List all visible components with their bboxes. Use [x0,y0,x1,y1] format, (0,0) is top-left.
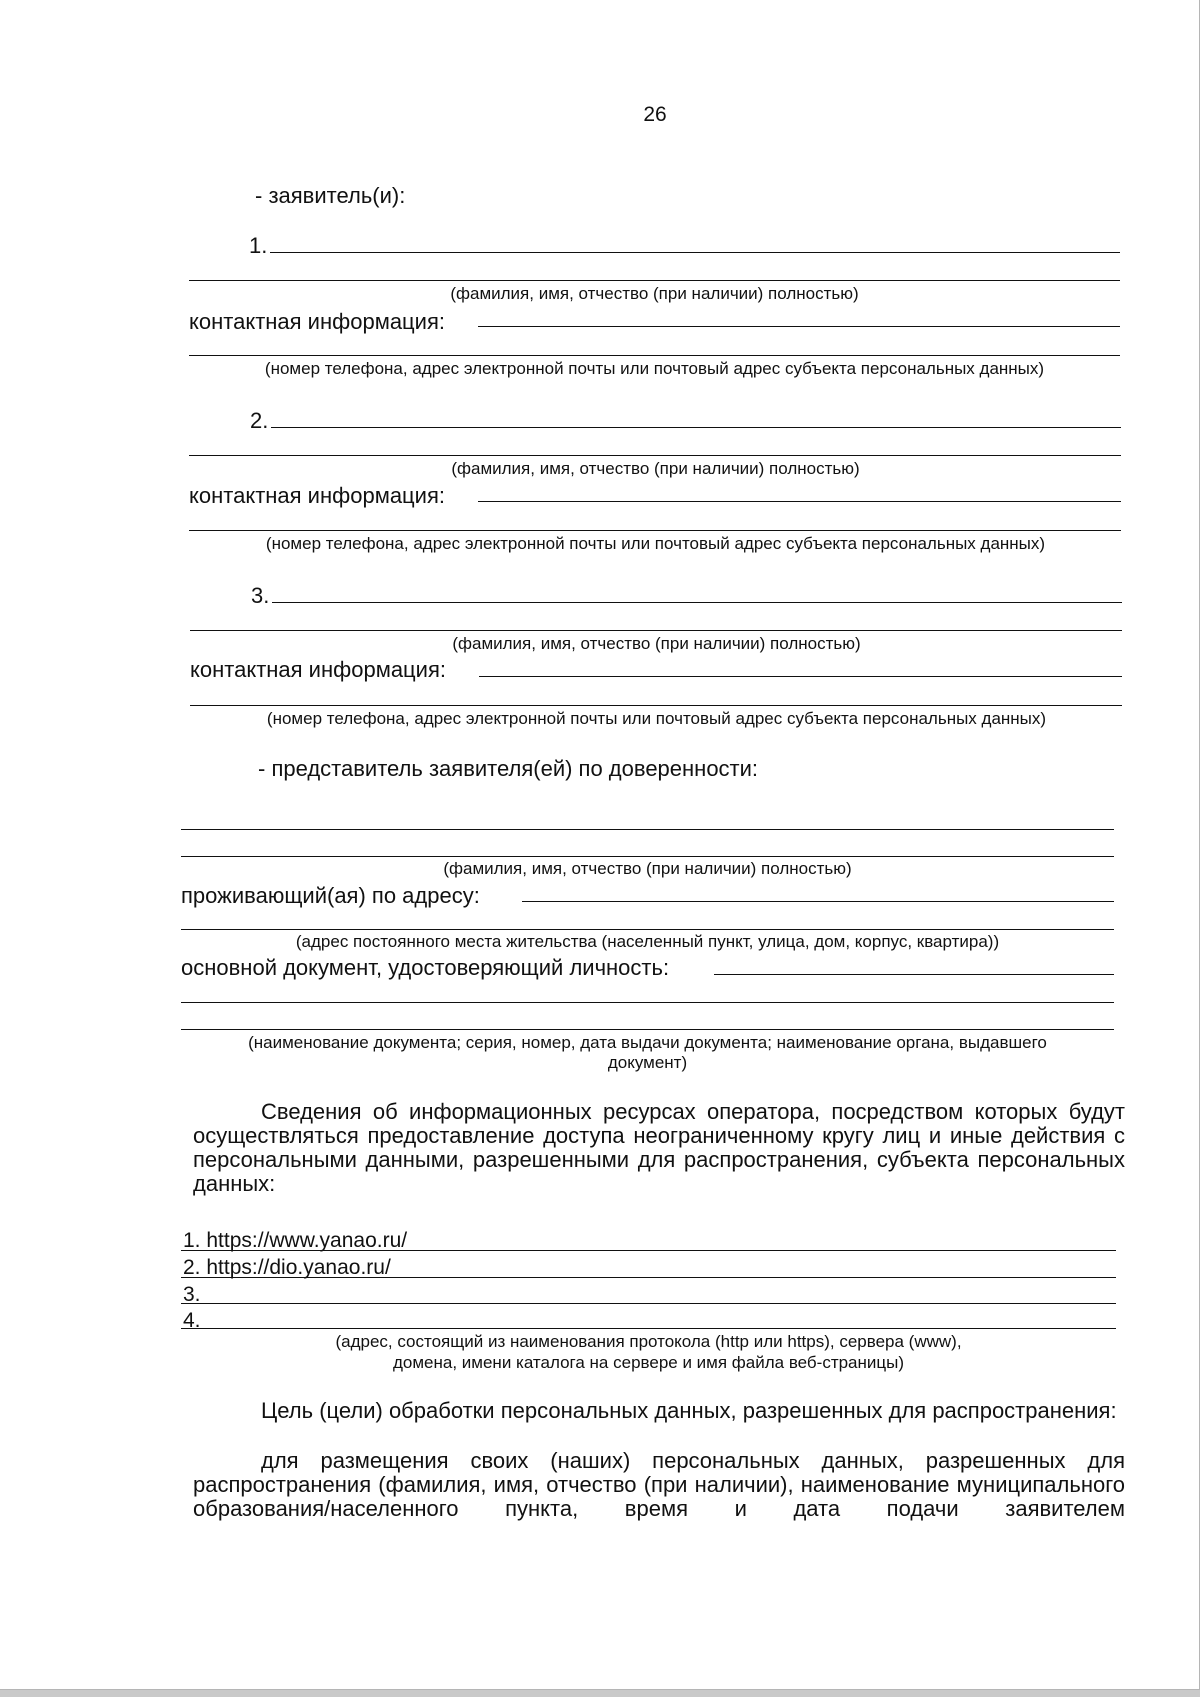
purpose-paragraph: для размещения своих (наших) персональных данных, разрешенных для распространения (фамилия, имя, отчество (при наличии), наименование муниципального образования/населенного пункта, время и дата подачи заявителем [193,1448,1125,1521]
applicant-2-contact-line[interactable] [478,501,1121,502]
representative-document-label: основной документ, удостоверяющий личность: [181,955,670,980]
applicant-1-contact-label: контактная информация: [189,309,445,334]
applicant-1-name-line-2[interactable] [189,280,1120,281]
resources-caption-cont: домена, имени каталога на сервере и имя файла веб-страницы) [392,1353,905,1372]
applicant-1-contact-line[interactable] [478,326,1120,327]
applicant-3-contact-line[interactable] [479,676,1122,677]
applicant-2-name-line[interactable] [271,427,1121,428]
applicant-3-name-line[interactable] [272,602,1122,603]
applicant-3-name-caption: (фамилия, имя, отчество (при наличии) полностью) [452,634,861,653]
representative-document-line-2[interactable] [181,1002,1114,1003]
representative-name-line-2[interactable] [181,856,1114,857]
page-number: 26 [643,103,667,126]
applicant-1-number: 1. [249,233,268,258]
resource-item-4-line[interactable] [181,1328,1116,1329]
applicant-2-contact-line-2[interactable] [189,530,1121,531]
representative-heading: - представитель заявителя(ей) по доверенности: [258,756,759,781]
applicant-1-name-line[interactable] [270,252,1120,253]
applicant-2-number: 2. [250,408,269,433]
representative-document-line[interactable] [714,974,1114,975]
resource-item-1: 1. https://www.yanao.ru/ [183,1229,408,1252]
representative-document-caption: (наименование документа; серия, номер, дата выдачи документа; наименование органа, выдавшего [248,1033,1047,1052]
applicant-2-name-line-2[interactable] [189,455,1121,456]
resource-item-2-line[interactable] [181,1277,1116,1278]
purpose-heading: Цель (цели) обработки персональных данных, разрешенных для распространения: [261,1398,1117,1423]
representative-name-caption: (фамилия, имя, отчество (при наличии) полностью) [443,859,852,878]
representative-document-line-3[interactable] [181,1029,1114,1030]
resource-item-3-line[interactable] [181,1303,1116,1304]
applicants-heading: - заявитель(и): [255,183,406,208]
applicant-3-number: 3. [251,583,270,608]
representative-address-label: проживающий(ая) по адресу: [181,883,480,908]
resources-paragraph: Сведения об информационных ресурсах оператора, посредством которых будут осуществляться предоставление доступа неограниченному кругу лиц и иные действия с персональными данными, разрешенными для распространения, субъекта персональных данных: [193,1099,1125,1196]
applicant-2-contact-label: контактная информация: [189,483,445,508]
applicant-3-contact-line-2[interactable] [190,705,1122,706]
applicant-2-name-caption: (фамилия, имя, отчество (при наличии) полностью) [451,459,860,478]
resource-item-1-line[interactable] [181,1250,1116,1251]
representative-address-line-2[interactable] [181,929,1114,930]
applicant-2-contact-caption: (номер телефона, адрес электронной почты или почтовый адрес субъекта персональных данных) [265,534,1046,553]
applicant-3-name-line-2[interactable] [190,630,1122,631]
representative-address-caption: (адрес постоянного места жительства (населенный пункт, улица, дом, корпус, квартира)) [295,932,1000,951]
resource-item-2: 2. https://dio.yanao.ru/ [183,1256,391,1279]
applicant-1-contact-caption: (номер телефона, адрес электронной почты или почтовый адрес субъекта персональных данных) [264,359,1045,378]
representative-document-caption-cont: документ) [607,1053,688,1072]
representative-address-line[interactable] [522,901,1114,902]
applicant-3-contact-label: контактная информация: [190,657,446,682]
representative-name-line[interactable] [181,829,1114,830]
applicant-1-contact-line-2[interactable] [189,355,1120,356]
resources-caption: (адрес, состоящий из наименования протокола (http или https), сервера (www), [335,1332,962,1351]
resource-item-4: 4. [183,1309,201,1332]
resource-item-3: 3. [183,1283,201,1306]
applicant-1-name-caption: (фамилия, имя, отчество (при наличии) полностью) [450,284,859,303]
applicant-3-contact-caption: (номер телефона, адрес электронной почты или почтовый адрес субъекта персональных данных) [266,709,1047,728]
